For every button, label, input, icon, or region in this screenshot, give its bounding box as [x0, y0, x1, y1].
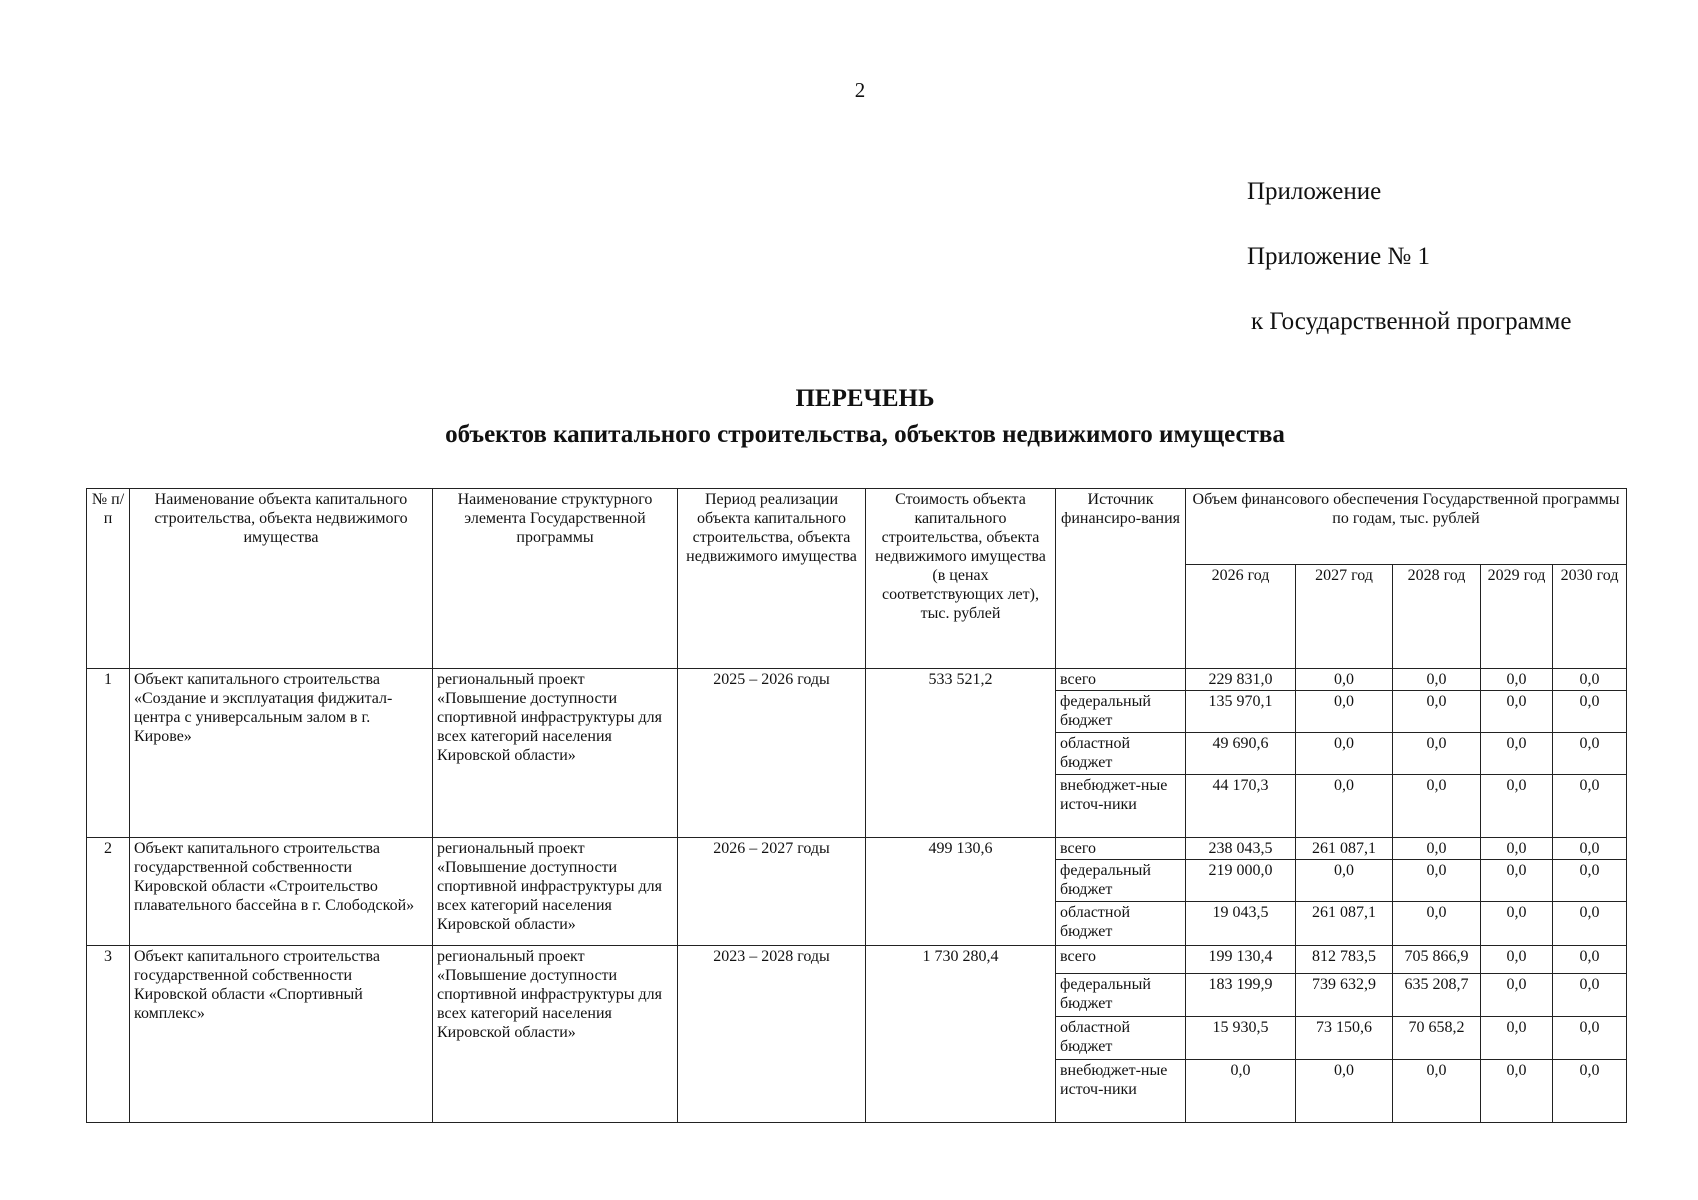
- row-cost: 499 130,6: [866, 838, 1056, 946]
- row-num: 1: [87, 669, 130, 838]
- value-cell: 49 690,6: [1186, 733, 1296, 775]
- value-cell: 0,0: [1553, 1017, 1627, 1060]
- header-year: 2029 год: [1481, 565, 1553, 669]
- value-cell: 812 783,5: [1296, 946, 1393, 974]
- value-cell: 0,0: [1553, 1060, 1627, 1123]
- appendix-target: к Государственной программе: [1251, 308, 1572, 335]
- row-cost: 533 521,2: [866, 669, 1056, 838]
- appendix-number: Приложение № 1: [1247, 243, 1431, 270]
- value-cell: 261 087,1: [1296, 838, 1393, 860]
- table-header-row: [87, 489, 1627, 565]
- document-title: ПЕРЕЧЕНЬ: [795, 385, 935, 412]
- value-cell: 0,0: [1296, 733, 1393, 775]
- table-row: [87, 838, 1627, 860]
- value-cell: 19 043,5: [1186, 902, 1296, 946]
- value-cell: 183 199,9: [1186, 974, 1296, 1017]
- value-cell: 135 970,1: [1186, 691, 1296, 733]
- value-cell: 0,0: [1481, 974, 1553, 1017]
- value-cell: 0,0: [1481, 1017, 1553, 1060]
- value-cell: 0,0: [1393, 669, 1481, 691]
- table-row: [87, 669, 1627, 691]
- source-name: всего: [1056, 838, 1186, 860]
- value-cell: 0,0: [1553, 838, 1627, 860]
- value-cell: 0,0: [1186, 1060, 1296, 1123]
- value-cell: 0,0: [1481, 1060, 1553, 1123]
- source-name: областной бюджет: [1056, 733, 1186, 775]
- source-name: всего: [1056, 669, 1186, 691]
- row-structural-element: региональный проект «Повышение доступности спортивной инфраструктуры для всех категорий населения Кировской области»: [433, 838, 678, 946]
- header-structural-element: Наименование структурного элемента Государственной программы: [433, 489, 678, 669]
- source-name: федеральный бюджет: [1056, 974, 1186, 1017]
- header-year: 2030 год: [1553, 565, 1627, 669]
- value-cell: 0,0: [1481, 669, 1553, 691]
- source-name: всего: [1056, 946, 1186, 974]
- value-cell: 0,0: [1481, 691, 1553, 733]
- row-period: 2025 – 2026 годы: [678, 669, 866, 838]
- value-cell: 0,0: [1296, 669, 1393, 691]
- source-name: внебюджет-ные источ-ники: [1056, 775, 1186, 838]
- header-year: 2028 год: [1393, 565, 1481, 669]
- header-funding: Объем финансового обеспечения Государственной программы по годам, тыс. рублей: [1186, 489, 1627, 565]
- value-cell: 229 831,0: [1186, 669, 1296, 691]
- value-cell: 0,0: [1553, 902, 1627, 946]
- header-year: 2026 год: [1186, 565, 1296, 669]
- value-cell: 0,0: [1553, 669, 1627, 691]
- source-name: федеральный бюджет: [1056, 860, 1186, 902]
- value-cell: 0,0: [1296, 775, 1393, 838]
- value-cell: 0,0: [1481, 775, 1553, 838]
- row-num: 2: [87, 838, 130, 946]
- value-cell: 0,0: [1393, 838, 1481, 860]
- page-number: 2: [854, 78, 866, 102]
- value-cell: 261 087,1: [1296, 902, 1393, 946]
- value-cell: 0,0: [1481, 902, 1553, 946]
- value-cell: 219 000,0: [1186, 860, 1296, 902]
- header-object-name: Наименование объекта капитального строительства, объекта недвижимого имущества: [130, 489, 433, 669]
- value-cell: 0,0: [1481, 946, 1553, 974]
- value-cell: 0,0: [1553, 775, 1627, 838]
- objects-table: [86, 488, 1627, 1123]
- value-cell: 0,0: [1296, 691, 1393, 733]
- appendix-label: Приложение: [1247, 178, 1382, 205]
- source-name: областной бюджет: [1056, 1017, 1186, 1060]
- value-cell: 739 632,9: [1296, 974, 1393, 1017]
- row-object-name: Объект капитального строительства государственной собственности Кировской области «Строительство плавательного бассейна в г. Слободской»: [130, 838, 433, 946]
- source-name: внебюджет-ные источ-ники: [1056, 1060, 1186, 1123]
- row-structural-element: региональный проект «Повышение доступности спортивной инфраструктуры для всех категорий населения Кировской области»: [433, 669, 678, 838]
- value-cell: 44 170,3: [1186, 775, 1296, 838]
- value-cell: 0,0: [1553, 946, 1627, 974]
- row-structural-element: региональный проект «Повышение доступности спортивной инфраструктуры для всех категорий населения Кировской области»: [433, 946, 678, 1123]
- value-cell: 0,0: [1481, 838, 1553, 860]
- value-cell: 15 930,5: [1186, 1017, 1296, 1060]
- value-cell: 238 043,5: [1186, 838, 1296, 860]
- value-cell: 635 208,7: [1393, 974, 1481, 1017]
- value-cell: 705 866,9: [1393, 946, 1481, 974]
- value-cell: 0,0: [1393, 691, 1481, 733]
- header-source: Источник финансиро-вания: [1056, 489, 1186, 669]
- value-cell: 0,0: [1393, 775, 1481, 838]
- value-cell: 73 150,6: [1296, 1017, 1393, 1060]
- value-cell: 0,0: [1481, 860, 1553, 902]
- header-num: № п/п: [87, 489, 130, 669]
- row-object-name: Объект капитального строительства «Создание и эксплуатация фиджитал-центра с универсальным залом в г. Кирове»: [130, 669, 433, 838]
- row-object-name: Объект капитального строительства государственной собственности Кировской области «Спортивный комплекс»: [130, 946, 433, 1123]
- value-cell: 0,0: [1393, 902, 1481, 946]
- value-cell: 0,0: [1296, 1060, 1393, 1123]
- header-cost: Стоимость объекта капитального строительства, объекта недвижимого имущества (в ценах соответствующих лет), тыс. рублей: [866, 489, 1056, 669]
- value-cell: 0,0: [1393, 1060, 1481, 1123]
- value-cell: 0,0: [1553, 860, 1627, 902]
- row-period: 2026 – 2027 годы: [678, 838, 866, 946]
- value-cell: 0,0: [1296, 860, 1393, 902]
- value-cell: 0,0: [1553, 974, 1627, 1017]
- header-year: 2027 год: [1296, 565, 1393, 669]
- source-name: федеральный бюджет: [1056, 691, 1186, 733]
- value-cell: 0,0: [1553, 733, 1627, 775]
- document-subtitle: объектов капитального строительства, объектов недвижимого имущества: [445, 421, 1285, 448]
- header-period: Период реализации объекта капитального строительства, объекта недвижимого имущества: [678, 489, 866, 669]
- row-cost: 1 730 280,4: [866, 946, 1056, 1123]
- row-num: 3: [87, 946, 130, 1123]
- table-row: [87, 946, 1627, 974]
- source-name: областной бюджет: [1056, 902, 1186, 946]
- value-cell: 0,0: [1553, 691, 1627, 733]
- value-cell: 0,0: [1393, 733, 1481, 775]
- value-cell: 0,0: [1481, 733, 1553, 775]
- row-period: 2023 – 2028 годы: [678, 946, 866, 1123]
- value-cell: 70 658,2: [1393, 1017, 1481, 1060]
- value-cell: 0,0: [1393, 860, 1481, 902]
- value-cell: 199 130,4: [1186, 946, 1296, 974]
